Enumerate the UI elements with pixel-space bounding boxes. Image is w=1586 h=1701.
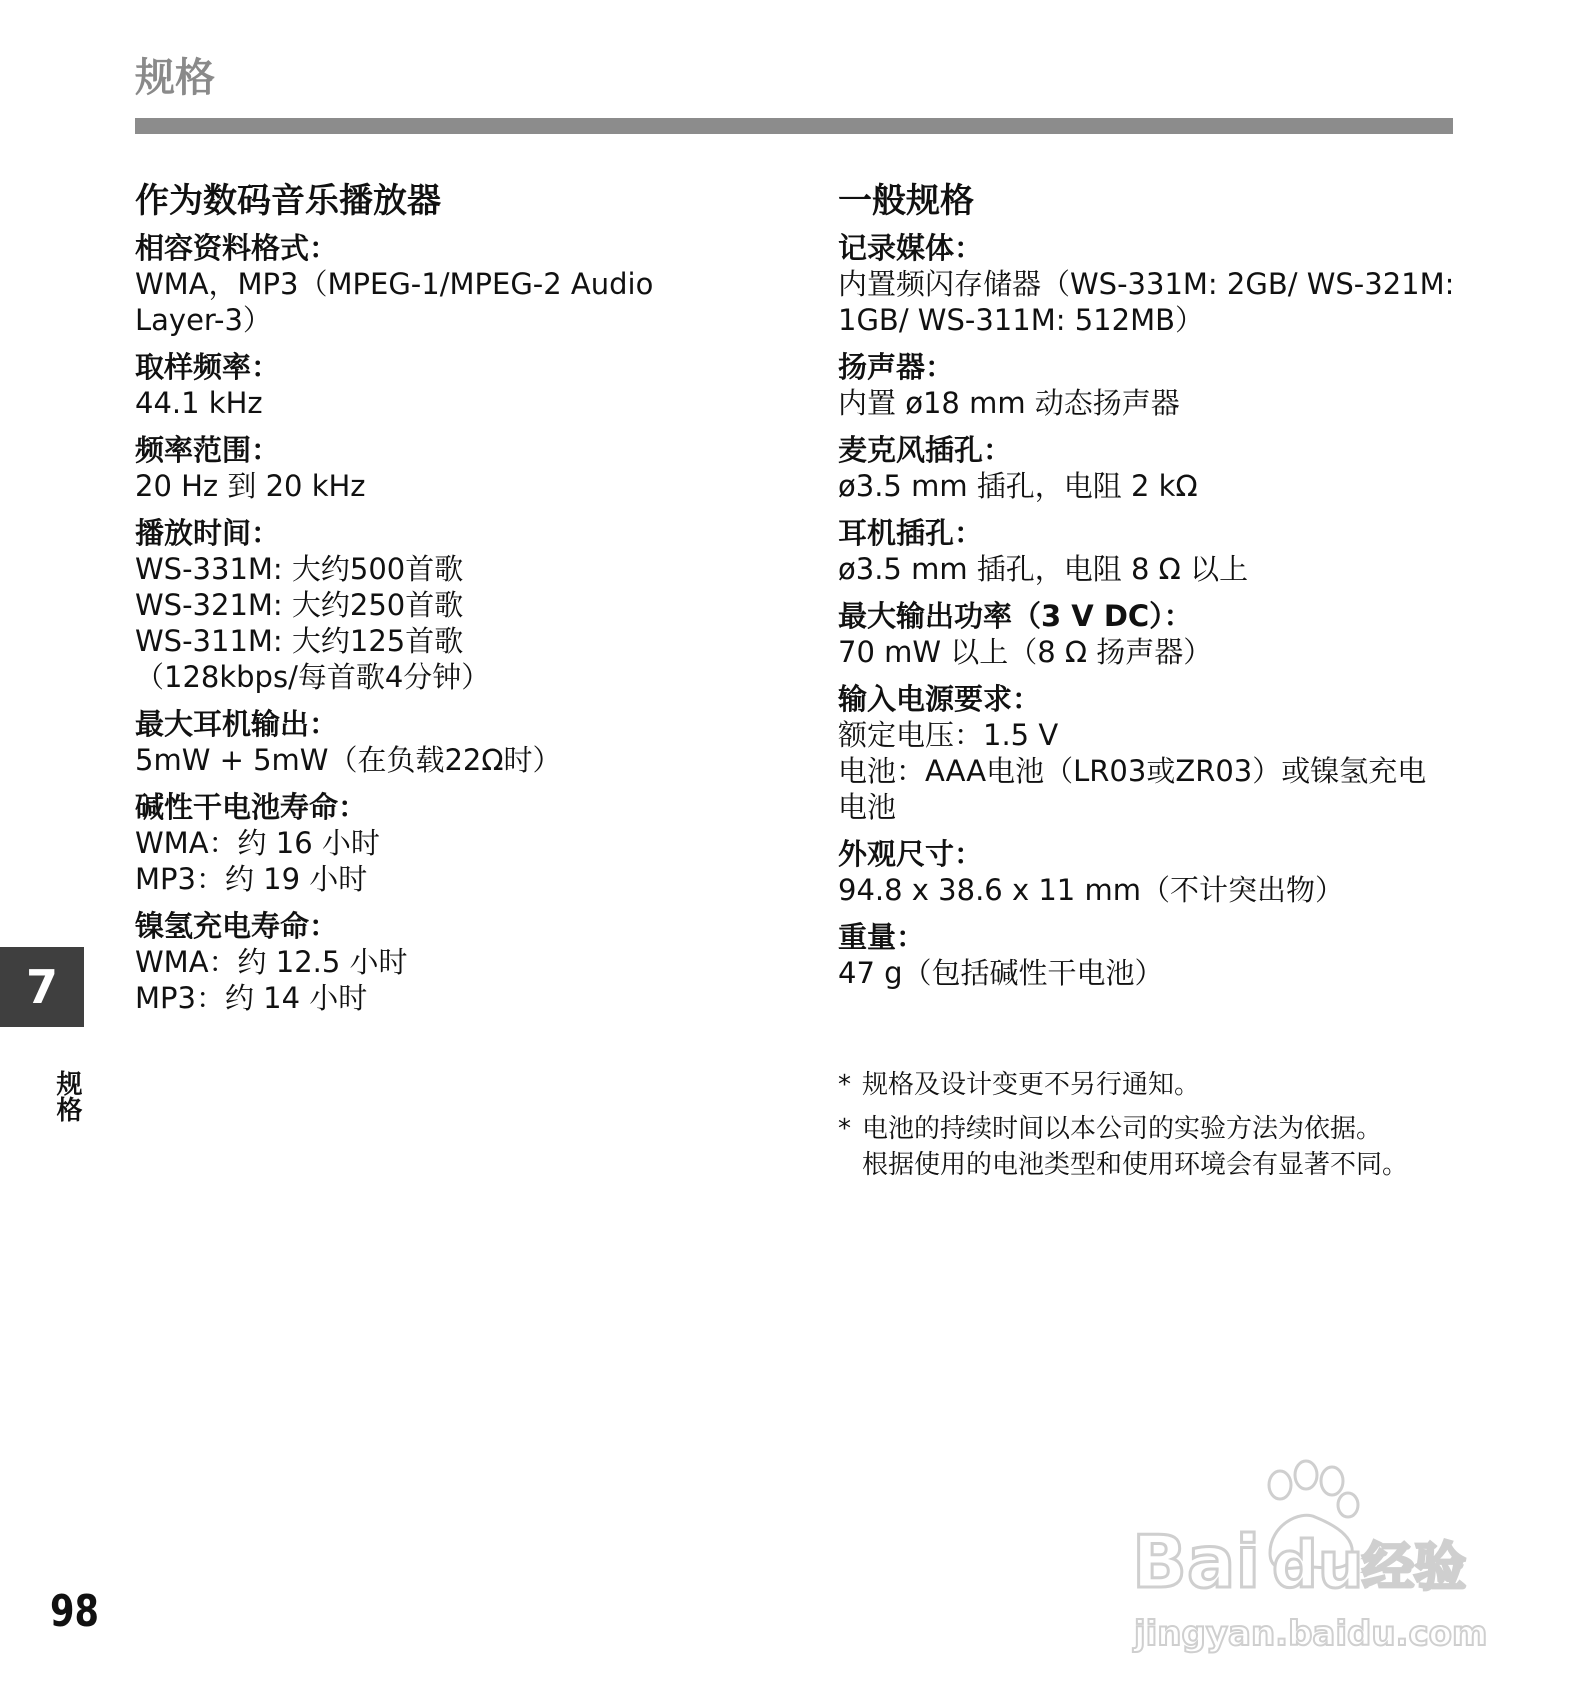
footnote-text: 规格及设计变更不另行通知。 <box>862 1070 1201 1100</box>
spec-label: 频率范围： <box>135 433 281 467</box>
spec-item <box>135 349 775 421</box>
spec-value: MP3：约 19 小时 <box>135 862 368 896</box>
spec-value: 70 mW 以上（8 Ω 扬声器） <box>838 635 1213 669</box>
spec-label: 播放时间： <box>135 516 281 550</box>
spec-item <box>135 230 775 338</box>
svg-text:du: du <box>1272 1529 1364 1603</box>
spec-value: WMA：约 12.5 小时 <box>135 945 408 979</box>
spec-value: MP3：约 14 小时 <box>135 981 368 1015</box>
spec-label: 输入电源要求： <box>838 682 1042 716</box>
spec-item <box>838 515 1463 587</box>
spec-item <box>838 230 1463 338</box>
footnote <box>838 1111 1463 1183</box>
spec-label: 最大耳机输出： <box>135 707 339 741</box>
spec-label: 取样频率： <box>135 350 281 384</box>
spec-item <box>838 349 1463 421</box>
spec-value: 20 Hz 到 20 kHz <box>135 469 366 503</box>
spec-value: 94.8 x 38.6 x 11 mm（不计突出物） <box>838 873 1344 907</box>
spec-value: 47 g（包括碱性干电池） <box>838 956 1164 990</box>
page-title: 规格 <box>135 55 215 101</box>
spec-value: 内置 ø18 mm 动态扬声器 <box>838 386 1180 420</box>
footnote-text: 电池的持续时间以本公司的实验方法为依据。 <box>862 1114 1383 1144</box>
spec-item <box>838 432 1463 504</box>
spec-value: Layer-3） <box>135 303 272 337</box>
spec-item <box>135 432 775 504</box>
spec-value: 内置频闪存储器（WS-331M: 2GB/ WS-321M: <box>838 267 1455 301</box>
spec-item <box>838 919 1463 991</box>
spec-value: 5mW + 5mW（在负载22Ω时） <box>135 743 562 777</box>
spec-label: 碱性干电池寿命： <box>135 790 368 824</box>
spec-label: 最大输出功率（3 V DC）： <box>838 599 1193 633</box>
spec-item <box>135 706 775 778</box>
spec-value: WS-321M: 大约250首歌 <box>135 588 464 622</box>
spec-label: 外观尺寸： <box>838 837 984 871</box>
asterisk-mark: * <box>838 1070 851 1100</box>
right-column <box>838 178 1463 1002</box>
title-rule <box>135 118 1453 134</box>
spec-value: ø3.5 mm 插孔，电阻 2 kΩ <box>838 469 1198 503</box>
spec-value: WMA：约 16 小时 <box>135 826 380 860</box>
spec-item <box>838 598 1463 670</box>
chapter-tab: 7 <box>0 947 84 1027</box>
spec-value: WMA，MP3（MPEG-1/MPEG-2 Audio <box>135 267 654 301</box>
spec-value: 1GB/ WS-311M: 512MB） <box>838 303 1204 337</box>
spec-label: 相容资料格式： <box>135 231 339 265</box>
footnotes <box>838 1067 1463 1191</box>
section-heading: 作为数码音乐播放器 <box>135 181 441 221</box>
spec-item <box>838 836 1463 908</box>
spec-label: 耳机插孔： <box>838 516 984 550</box>
spec-label: 镍氢充电寿命： <box>135 909 339 943</box>
spec-value: ø3.5 mm 插孔，电阻 8 Ω 以上 <box>838 552 1249 586</box>
spec-item <box>135 789 775 897</box>
spec-value: WS-311M: 大约125首歌 <box>135 624 464 658</box>
spec-value: 电池 <box>838 790 897 824</box>
spec-label: 扬声器： <box>838 350 955 384</box>
spec-item <box>135 908 775 1016</box>
chapter-side-label: 规格 <box>52 1070 82 1122</box>
baidu-paw-logo-icon <box>1120 1455 1500 1655</box>
baidu-jingyan-watermark <box>1120 1455 1500 1655</box>
spec-value: 额定电压：1.5 V <box>838 718 1059 752</box>
footnote <box>838 1067 1463 1103</box>
spec-value: 电池：AAA电池（LR03或ZR03）或镍氢充电 <box>838 754 1427 788</box>
section-heading: 一般规格 <box>838 181 974 221</box>
spec-label: 记录媒体： <box>838 231 984 265</box>
asterisk-mark: * <box>838 1114 851 1144</box>
spec-item <box>838 681 1463 825</box>
spec-item <box>135 515 775 695</box>
svg-text:Bai: Bai <box>1132 1520 1261 1604</box>
spec-value: （128kbps/每首歌4分钟） <box>135 660 491 694</box>
spec-value: WS-331M: 大约500首歌 <box>135 552 464 586</box>
left-column <box>135 178 775 1027</box>
spec-label: 麦克风插孔： <box>838 433 1013 467</box>
page-number: 98 <box>50 1586 99 1637</box>
spec-label: 重量： <box>838 920 926 954</box>
footnote-text: 根据使用的电池类型和使用环境会有显著不同。 <box>862 1150 1409 1180</box>
svg-text:jingyan.baidu.com: jingyan.baidu.com <box>1134 1614 1488 1654</box>
svg-text:经验: 经验 <box>1362 1538 1467 1598</box>
spec-value: 44.1 kHz <box>135 386 263 420</box>
